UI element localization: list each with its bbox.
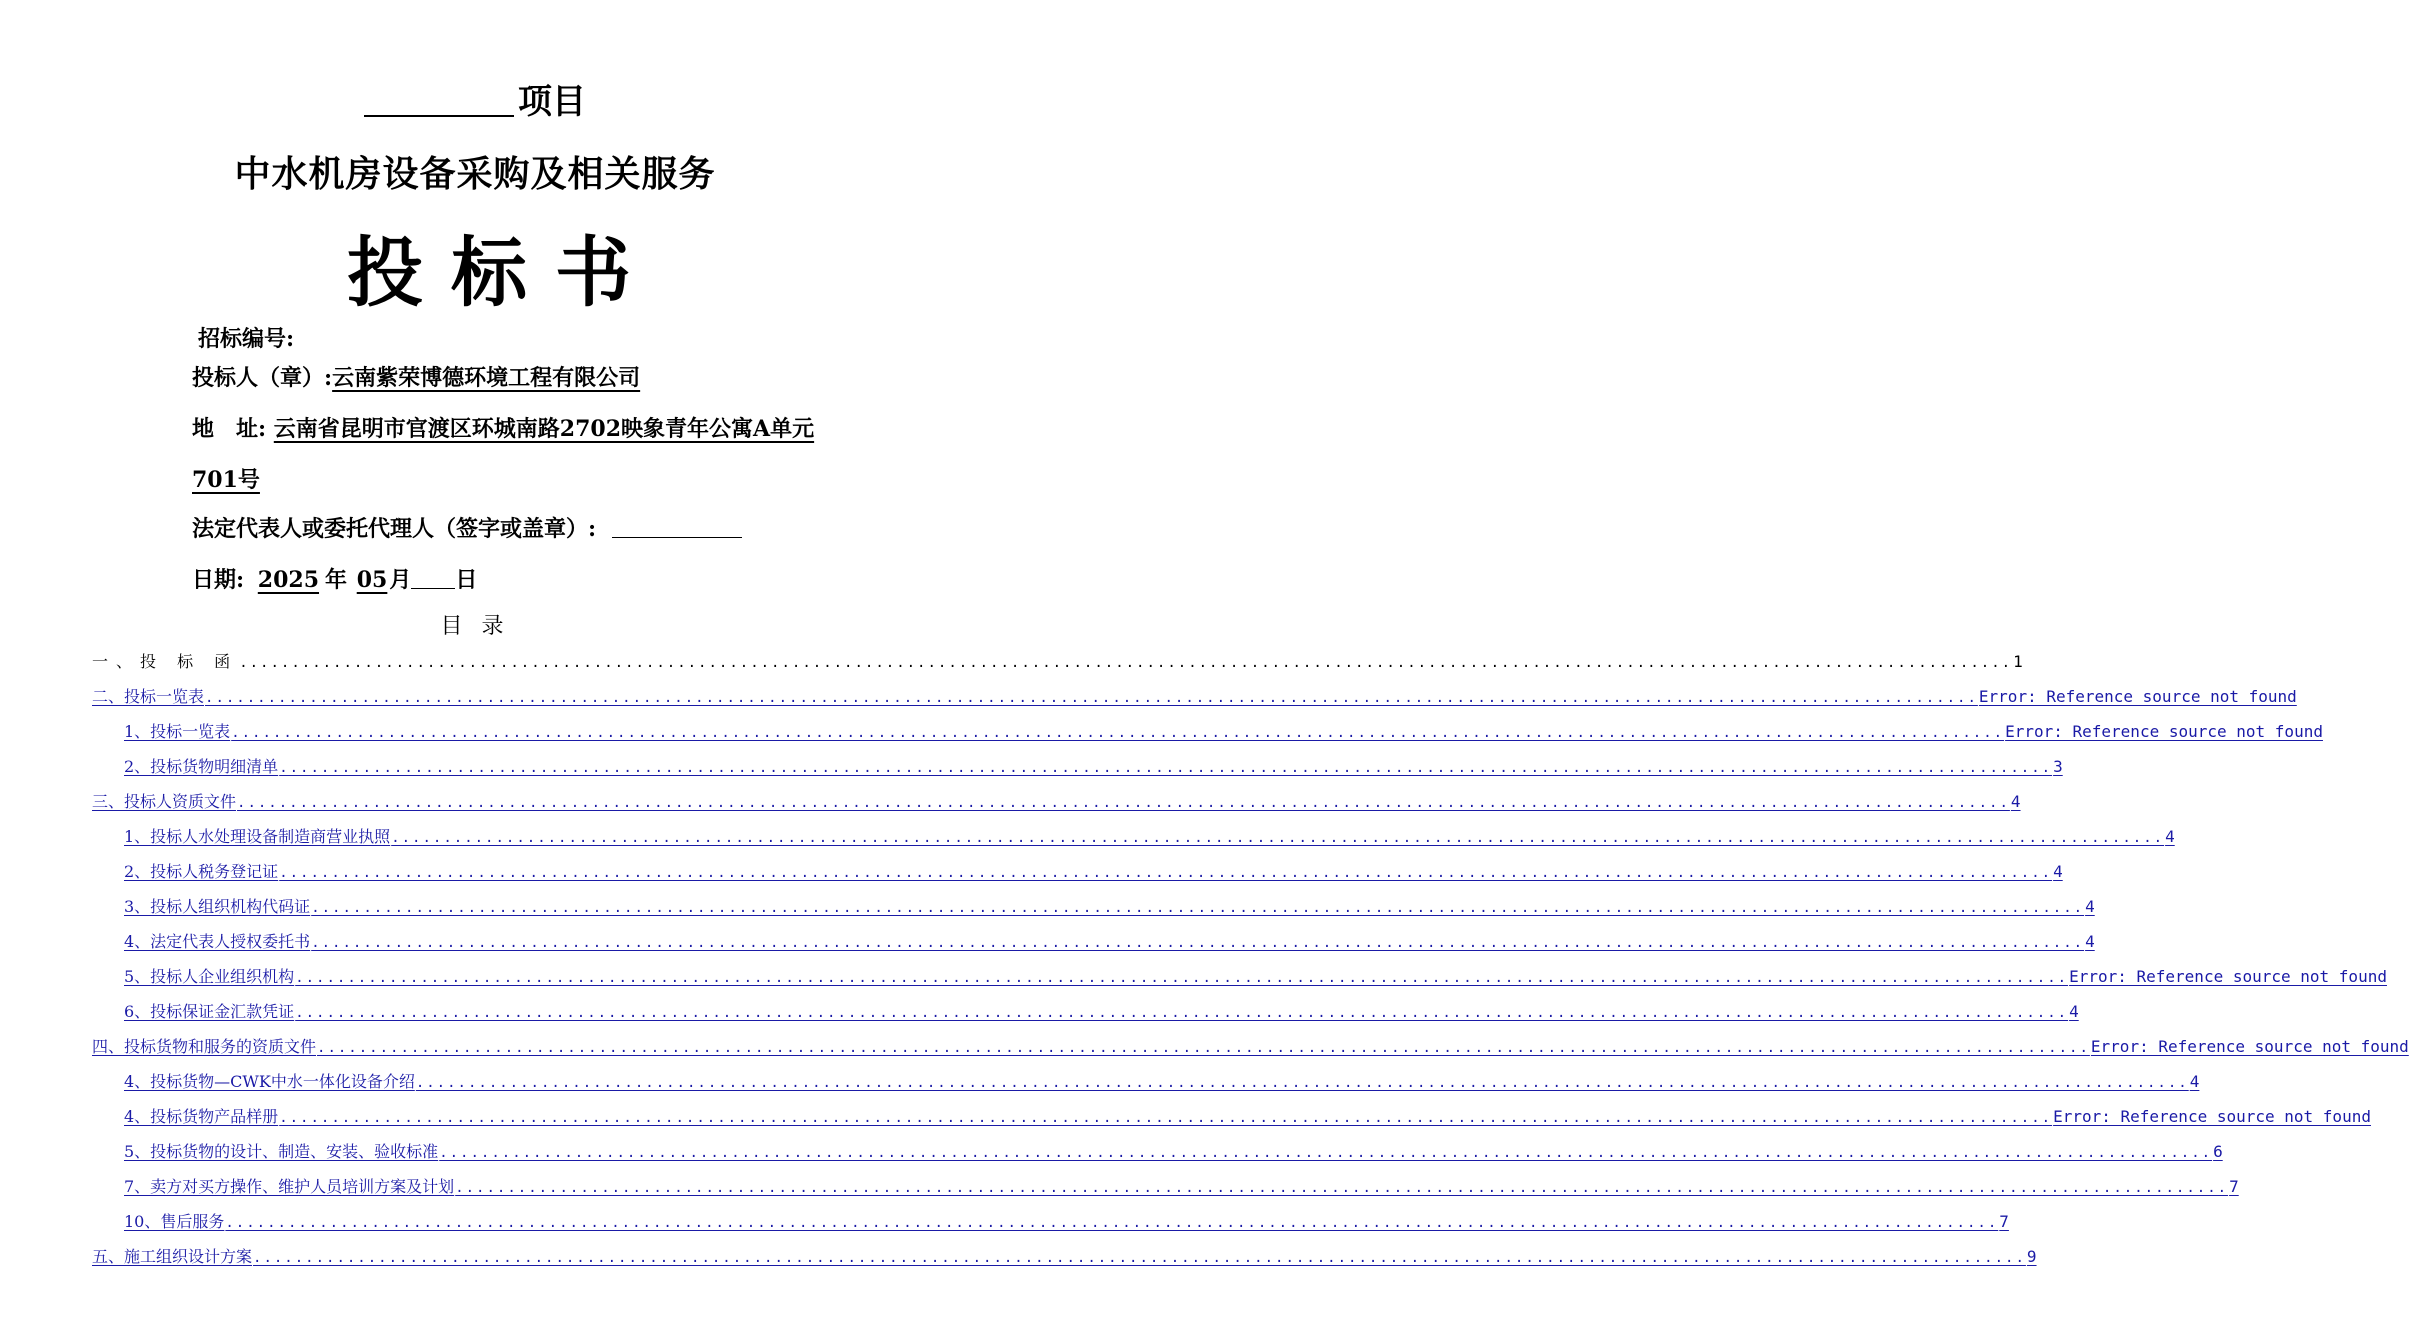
toc-leader-dots: .......................................................................................................................................................................... (391, 830, 2165, 846)
toc-entry-label: 5、投标货物的设计、制造、安装、验收标准 (124, 1142, 439, 1161)
toc-entry-label: 四、投标货物和服务的资质文件 (92, 1037, 317, 1056)
date-line (192, 563, 477, 594)
bid-number-line (198, 322, 294, 353)
toc-leader-dots: .......................................................................................................................................................................... (317, 1040, 2090, 1056)
toc-entry-page: 4 (2165, 827, 2175, 846)
toc-entry[interactable] (124, 720, 2323, 744)
toc-leader-dots: .......................................................................................................................................................................... (279, 1110, 2053, 1126)
representative-label: 法定代表人或委托代理人（签字或盖章）: (192, 516, 597, 542)
toc-entry[interactable] (124, 825, 2175, 849)
toc-entry[interactable] (92, 1035, 2409, 1059)
toc-entry-label: 3、投标人组织机构代码证 (124, 897, 311, 916)
toc-entry-label: 1、投标人水处理设备制造商营业执照 (124, 827, 391, 846)
toc-entry-label: 4、投标货物—CWK中水一体化设备介绍 (124, 1072, 415, 1091)
toc-entry-label: 五、施工组织设计方案 (92, 1247, 253, 1266)
date-year: 2025 (257, 567, 320, 593)
toc-entry[interactable] (124, 1175, 2239, 1199)
toc-leader-dots: .......................................................................................................................................................................... (231, 725, 2005, 741)
toc-entry-page: 4 (2189, 1072, 2200, 1091)
representative-signature-blank (612, 515, 742, 538)
bidder-value: 云南紫荣博德环境工程有限公司 (332, 365, 641, 391)
toc-entry[interactable] (124, 895, 2095, 919)
toc-leader-dots: .......................................................................................................................................................................... (415, 1075, 2189, 1091)
address-value-line2: 701号 (192, 467, 260, 493)
toc-leader-dots: .......................................................................................................................................................................... (237, 795, 2010, 811)
toc-entry-page: 1 (2013, 652, 2023, 671)
toc-entry-page: Error: Reference source not found (2053, 1107, 2371, 1126)
toc-entry-page: Error: Reference source not found (2005, 722, 2323, 741)
toc-leader-dots: .......................................................................................................................................................................... (225, 1215, 1999, 1231)
toc-leader-dots: .......................................................................................................................................................................... (439, 1145, 2213, 1161)
toc-entry[interactable] (92, 1245, 2037, 1269)
toc-entry (92, 650, 2023, 674)
toc-entry[interactable] (124, 1210, 2009, 1234)
toc-entry-page: 4 (2010, 792, 2021, 811)
toc-leader-dots: .......................................................................................................................................................................... (295, 1005, 2069, 1021)
toc-entry[interactable] (124, 965, 2387, 989)
toc-entry-page: 3 (2053, 757, 2063, 776)
toc-entry-label: 7、卖方对买方操作、维护人员培训方案及计划 (124, 1177, 455, 1196)
document-title: 投标书 (347, 228, 659, 317)
project-suffix: 项目 (518, 82, 586, 122)
toc-entry-label: 一、投 标 函 (92, 652, 239, 671)
address-line (192, 412, 814, 443)
toc-entry-label: 二、投标一览表 (92, 687, 205, 706)
date-year-unit: 年 (325, 567, 348, 593)
toc-leader-dots: .......................................................................................................................................................................... (295, 970, 2069, 986)
date-month: 05 (356, 567, 388, 593)
date-month-unit: 月 (389, 567, 412, 593)
date-day-blank (411, 566, 455, 589)
toc-entry-page: 6 (2213, 1142, 2223, 1161)
toc-entry-label: 2、投标货物明细清单 (124, 757, 279, 776)
project-name-blank (364, 85, 514, 117)
toc-entry-page: 7 (1999, 1212, 2009, 1231)
toc-entry-page: Error: Reference source not found (2069, 967, 2387, 986)
toc-leader-dots: .......................................................................................................................................................................... (205, 690, 1978, 706)
toc-entry[interactable] (124, 1140, 2223, 1164)
bid-number-label: 招标编号: (198, 326, 295, 352)
date-label: 日期: (192, 567, 245, 593)
toc-leader-dots: .......................................................................................................................................................................... (311, 935, 2085, 951)
toc-leader-dots: .......................................................................................................................................................................... (455, 1180, 2229, 1196)
representative-line (192, 512, 742, 543)
toc-entry-label: 三、投标人资质文件 (92, 792, 237, 811)
toc-entry-label: 4、投标货物产品样册 (124, 1107, 279, 1126)
toc-leader-dots: .......................................................................................................................................................................... (253, 1250, 2026, 1266)
toc-leader-dots: .......................................................................................................................................................................... (311, 900, 2085, 916)
toc-entry-page: 4 (2053, 862, 2063, 881)
toc-entry[interactable] (124, 1070, 2200, 1094)
toc-entry-label: 5、投标人企业组织机构 (124, 967, 295, 986)
address-label: 地 址: (192, 416, 267, 442)
toc-leader-dots: .......................................................................................................................................................................... (239, 655, 2013, 671)
toc-entry[interactable] (124, 755, 2063, 779)
toc-leader-dots: .......................................................................................................................................................................... (279, 760, 2053, 776)
toc-entry-label: 10、售后服务 (124, 1212, 225, 1231)
bidder-line (192, 361, 640, 392)
date-day-unit: 日 (455, 567, 478, 593)
toc-entry[interactable] (124, 930, 2095, 954)
toc-entry-page: 4 (2069, 1002, 2079, 1021)
toc-entry-page: Error: Reference source not found (2090, 1037, 2409, 1056)
toc-entry-page: 4 (2085, 932, 2095, 951)
toc-entry-page: 4 (2085, 897, 2095, 916)
toc-entry-label: 1、投标一览表 (124, 722, 231, 741)
toc-entry[interactable] (92, 790, 2021, 814)
toc-entry[interactable] (124, 860, 2063, 884)
toc-entry-page: Error: Reference source not found (1978, 687, 2297, 706)
toc-entry-label: 4、法定代表人授权委托书 (124, 932, 311, 951)
toc-entry-page: 9 (2026, 1247, 2037, 1266)
toc-entry-page: 7 (2229, 1177, 2239, 1196)
toc-entry-label: 2、投标人税务登记证 (124, 862, 279, 881)
address-value-line1: 云南省昆明市官渡区环城南路2702映象青年公寓A单元 (273, 416, 815, 442)
toc-entry-label: 6、投标保证金汇款凭证 (124, 1002, 295, 1021)
document-subtitle: 中水机房设备采购及相关服务 (234, 153, 716, 195)
toc-entry[interactable] (92, 685, 2297, 709)
toc-entry[interactable] (124, 1000, 2079, 1024)
toc-entry[interactable] (124, 1105, 2371, 1129)
address-line-2 (192, 463, 260, 494)
toc-leader-dots: .......................................................................................................................................................................... (279, 865, 2053, 881)
toc-title: 目 录 (440, 614, 510, 639)
bidder-label: 投标人（章）: (192, 365, 333, 391)
project-title (0, 74, 950, 123)
